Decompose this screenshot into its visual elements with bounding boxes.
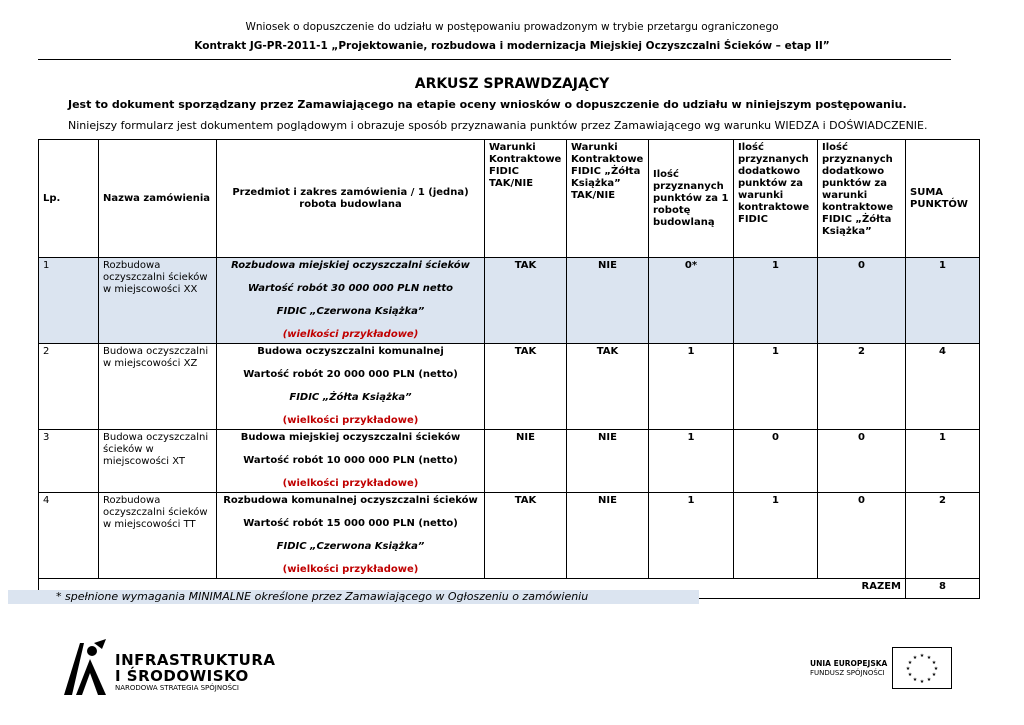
cell-subject bbox=[217, 493, 485, 579]
cell-points-work: 1 bbox=[649, 493, 734, 579]
subject-value: Wartość robót 30 000 000 PLN netto bbox=[247, 283, 454, 294]
cell-subject bbox=[217, 258, 485, 344]
header-subject: Przedmiot i zakres zamówienia / 1 (jedna) robota budowlana bbox=[217, 140, 485, 258]
cell-points-work: 1 bbox=[649, 430, 734, 493]
svg-text:★: ★ bbox=[931, 660, 937, 666]
header-yellow-book: Warunki Kontraktowe FIDIC „Żółta Książka” TAK/NIE bbox=[567, 140, 649, 258]
cell-fidic: TAK bbox=[485, 258, 567, 344]
total-value: 8 bbox=[906, 579, 980, 599]
logo-text-line2: I ŚRODOWISKO bbox=[115, 667, 249, 685]
cell-subject bbox=[217, 430, 485, 493]
intro-bold: Jest to dokument sporządzany przez Zamawiającego na etapie oceny wniosków o dopuszczenie do udziału w niniejszym postępowaniu. bbox=[68, 98, 907, 111]
subject-title: Budowa miejskiej oczyszczalni ścieków bbox=[240, 432, 461, 443]
svg-text:★: ★ bbox=[919, 679, 925, 685]
cell-fidic: NIE bbox=[485, 430, 567, 493]
cell-sum: 2 bbox=[906, 493, 980, 579]
eu-flag-icon bbox=[892, 647, 952, 689]
subject-title: Budowa oczyszczalni komunalnej bbox=[257, 346, 444, 357]
subject-fidic-type: FIDIC „Czerwona Książka” bbox=[276, 306, 425, 317]
checklist-table bbox=[38, 139, 980, 599]
svg-text:★: ★ bbox=[912, 677, 918, 683]
table-row bbox=[39, 258, 980, 344]
svg-text:★: ★ bbox=[907, 660, 913, 666]
footnote: * spełnione wymagania MINIMALNE określone przez Zamawiającego w Ogłoszeniu o zamówieniu bbox=[8, 590, 699, 604]
subject-note: (wielkości przykładowe) bbox=[282, 415, 419, 426]
subject-value: Wartość robót 20 000 000 PLN (netto) bbox=[243, 369, 458, 380]
svg-text:★: ★ bbox=[933, 666, 939, 672]
svg-text:★: ★ bbox=[905, 666, 911, 672]
cell-points-work: 0* bbox=[649, 258, 734, 344]
cell-fidic: TAK bbox=[485, 344, 567, 430]
subject-note: (wielkości przykładowe) bbox=[282, 329, 419, 340]
svg-text:★: ★ bbox=[931, 672, 937, 678]
cell-sum: 1 bbox=[906, 258, 980, 344]
subject-fidic-type: FIDIC „Żółta Książka” bbox=[289, 392, 412, 403]
logo-text-line3: NARODOWA STRATEGIA SPÓJNOŚCI bbox=[115, 684, 239, 692]
cell-sum: 4 bbox=[906, 344, 980, 430]
table-header-row bbox=[39, 140, 980, 258]
table-row bbox=[39, 493, 980, 579]
cell-points-work: 1 bbox=[649, 344, 734, 430]
cell-points-fidic: 1 bbox=[734, 493, 818, 579]
svg-text:★: ★ bbox=[907, 672, 913, 678]
cell-lp: 2 bbox=[39, 344, 99, 430]
table-row bbox=[39, 344, 980, 430]
cell-points-yellow: 0 bbox=[818, 430, 906, 493]
subject-value: Wartość robót 10 000 000 PLN (netto) bbox=[243, 455, 458, 466]
cell-yellow: TAK bbox=[567, 344, 649, 430]
subject-title: Rozbudowa komunalnej oczyszczalni ścieków bbox=[223, 495, 478, 506]
svg-text:★: ★ bbox=[919, 653, 925, 659]
subject-note: (wielkości przykładowe) bbox=[282, 478, 419, 489]
subject-title: Rozbudowa miejskiej oczyszczalni ścieków bbox=[231, 260, 470, 271]
svg-text:★: ★ bbox=[926, 677, 932, 683]
svg-text:★: ★ bbox=[926, 655, 932, 661]
cell-name: Rozbudowa oczyszczalni ścieków w miejscowości XX bbox=[99, 258, 217, 344]
cell-points-yellow: 2 bbox=[818, 344, 906, 430]
table-row bbox=[39, 430, 980, 493]
total-label: RAZEM bbox=[39, 579, 906, 599]
intro-text: Niniejszy formularz jest dokumentem poglądowym i obrazuje sposób przyznawania punktów przez Zamawiającego wg warunku WIEDZA i DOŚWIADCZENIE. bbox=[68, 119, 928, 132]
document-header-contract: Kontrakt JG-PR-2011-1 „Projektowanie, rozbudowa i modernizacja Miejskiej Oczyszczalni Ścieków – etap II” bbox=[194, 40, 830, 52]
header-name: Nazwa zamówienia bbox=[99, 140, 217, 258]
eu-text-line2: FUNDUSZ SPÓJNOŚCI bbox=[810, 669, 885, 677]
cell-name: Budowa oczyszczalni w miejscowości XZ bbox=[99, 344, 217, 430]
cell-name: Budowa oczyszczalni ścieków w miejscowości XT bbox=[99, 430, 217, 493]
cell-points-yellow: 0 bbox=[818, 258, 906, 344]
header-sum: SUMA PUNKTÓW bbox=[906, 140, 980, 258]
cell-points-fidic: 1 bbox=[734, 344, 818, 430]
cell-lp: 4 bbox=[39, 493, 99, 579]
cell-yellow: NIE bbox=[567, 493, 649, 579]
cell-points-yellow: 0 bbox=[818, 493, 906, 579]
cell-fidic: TAK bbox=[485, 493, 567, 579]
cell-yellow: NIE bbox=[567, 258, 649, 344]
cell-lp: 3 bbox=[39, 430, 99, 493]
svg-text:★: ★ bbox=[912, 655, 918, 661]
eu-text-line1: UNIA EUROPEJSKA bbox=[810, 659, 888, 668]
header-points-yellow: Ilość przyznanych dodatkowo punktów za warunki kontraktowe FIDIC „Żółta Książka” bbox=[818, 140, 906, 258]
subject-fidic-type: FIDIC „Czerwona Książka” bbox=[276, 541, 425, 552]
cell-sum: 1 bbox=[906, 430, 980, 493]
header-points-fidic: Ilość przyznanych dodatkowo punktów za warunki kontraktowe FIDIC bbox=[734, 140, 818, 258]
cell-name: Rozbudowa oczyszczalni ścieków w miejscowości TT bbox=[99, 493, 217, 579]
header-fidic: Warunki Kontraktowe FIDIC TAK/NIE bbox=[485, 140, 567, 258]
cell-lp: 1 bbox=[39, 258, 99, 344]
cell-points-fidic: 0 bbox=[734, 430, 818, 493]
document-header-line1: Wniosek o dopuszczenie do udziału w postępowaniu prowadzonym w trybie przetargu ograniczonego bbox=[245, 21, 779, 33]
page-title: ARKUSZ SPRAWDZAJĄCY bbox=[414, 76, 610, 92]
subject-note: (wielkości przykładowe) bbox=[282, 564, 419, 575]
cell-points-fidic: 1 bbox=[734, 258, 818, 344]
header-divider bbox=[38, 59, 951, 60]
subject-value: Wartość robót 15 000 000 PLN (netto) bbox=[243, 518, 458, 529]
header-points-work: Ilość przyznanych punktów za 1 robotę budowlaną bbox=[649, 140, 734, 258]
cell-subject bbox=[217, 344, 485, 430]
logo-text-line1: INFRASTRUKTURA bbox=[115, 651, 276, 669]
header-lp: Lp. bbox=[39, 140, 99, 258]
cell-yellow: NIE bbox=[567, 430, 649, 493]
